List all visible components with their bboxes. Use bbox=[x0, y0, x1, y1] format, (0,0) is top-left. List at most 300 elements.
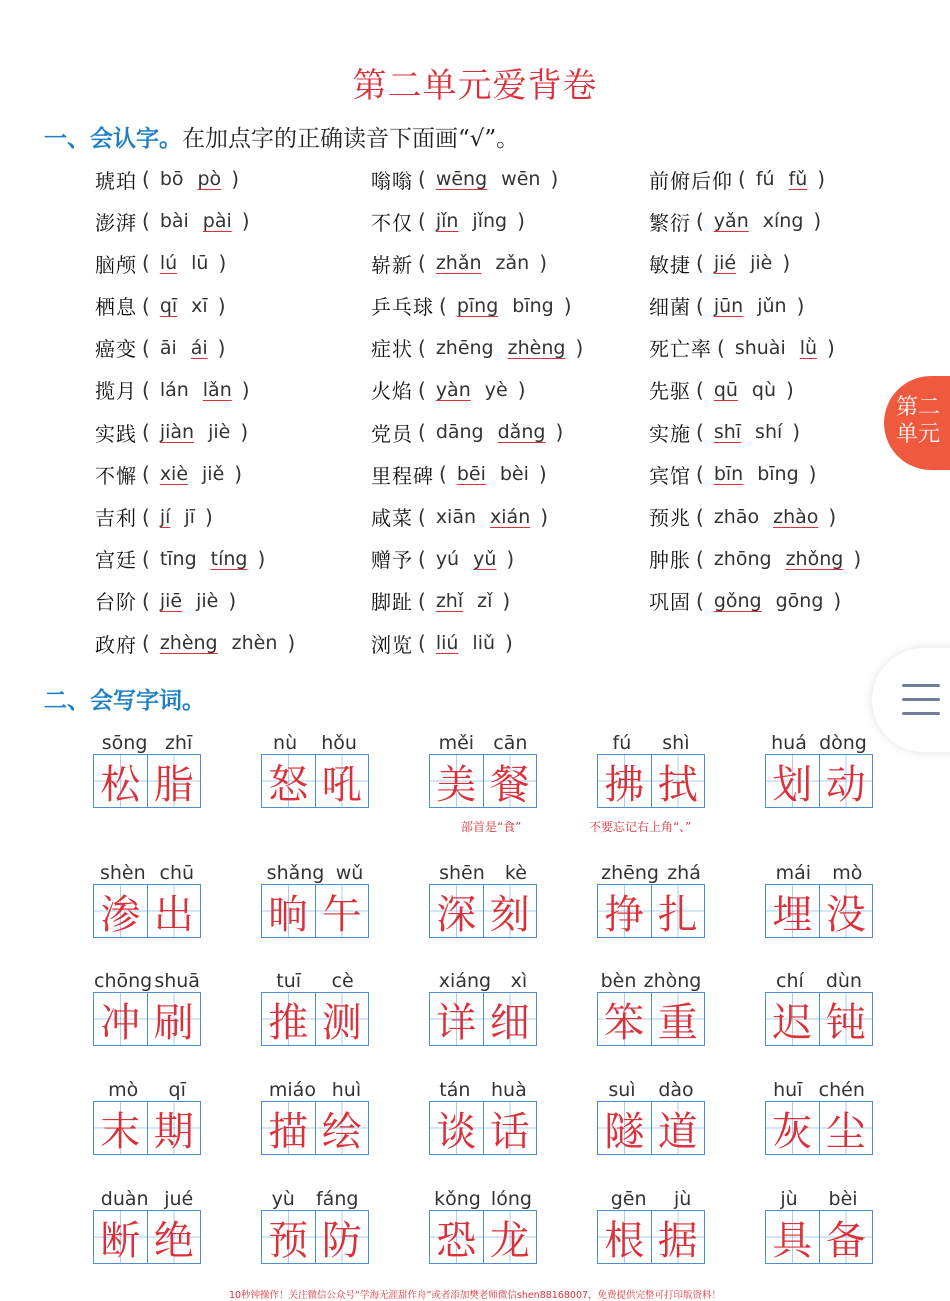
paren-close: ) bbox=[563, 293, 572, 318]
tian-grid-box[interactable] bbox=[597, 992, 705, 1046]
pinyin-option[interactable]: bīng bbox=[512, 294, 554, 317]
pinyin-item bbox=[371, 538, 649, 580]
word-card bbox=[597, 1069, 705, 1155]
pinyin-item bbox=[95, 285, 371, 327]
paren-open: ( bbox=[738, 167, 746, 191]
word-pinyin bbox=[93, 722, 201, 754]
pinyin-option-correct[interactable]: jiē bbox=[159, 589, 183, 612]
paren-close: ) bbox=[550, 167, 559, 191]
tian-grid-char: 细 bbox=[483, 993, 537, 1045]
tian-grid-box[interactable] bbox=[93, 1210, 201, 1264]
tian-grid-box[interactable] bbox=[93, 992, 201, 1046]
pinyin-item bbox=[95, 538, 371, 580]
word-pinyin bbox=[261, 1069, 369, 1101]
tian-grid-box[interactable] bbox=[429, 884, 537, 938]
quiz-word: 前俯后仰 bbox=[649, 168, 733, 193]
pinyin-option-correct[interactable]: yǎn bbox=[713, 210, 749, 233]
word-pinyin bbox=[429, 722, 537, 754]
paren-open: ( bbox=[418, 167, 426, 191]
quiz-word: 崭新 bbox=[371, 252, 413, 277]
pinyin-syllable: bèi bbox=[828, 1188, 858, 1210]
section-2-heading: 二、会写字词。 bbox=[44, 688, 205, 714]
pinyin-syllable: lóng bbox=[490, 1188, 532, 1210]
pinyin-syllable: zhī bbox=[164, 732, 193, 754]
paren-close: ) bbox=[257, 546, 266, 571]
tian-grid-char: 午 bbox=[315, 885, 369, 937]
word-card bbox=[93, 852, 201, 938]
word-card bbox=[597, 852, 705, 938]
paren-open: ( bbox=[439, 462, 447, 487]
paren-open: ( bbox=[418, 588, 426, 613]
pinyin-option-correct[interactable]: bēi bbox=[456, 463, 486, 486]
quiz-word: 栖息 bbox=[95, 295, 137, 320]
tian-grid-box[interactable] bbox=[261, 754, 369, 808]
pinyin-option-correct[interactable]: gǒng bbox=[713, 589, 762, 612]
tian-grid-char: 动 bbox=[819, 755, 873, 807]
paren-close: ) bbox=[231, 167, 239, 191]
tian-grid-char: 重 bbox=[651, 993, 705, 1045]
word-card bbox=[93, 722, 201, 808]
pinyin-option-correct[interactable]: pīng bbox=[456, 294, 499, 317]
pinyin-item bbox=[371, 496, 649, 538]
pinyin-option[interactable]: bài bbox=[159, 210, 189, 233]
quiz-word: 党员 bbox=[371, 421, 413, 446]
tian-grid-box[interactable] bbox=[429, 992, 537, 1046]
pinyin-option-correct[interactable]: tíng bbox=[210, 547, 248, 570]
paren-close: ) bbox=[786, 377, 794, 402]
pinyin-option[interactable]: wēn bbox=[501, 168, 541, 190]
pinyin-option-correct[interactable]: zhǒng bbox=[785, 547, 844, 570]
quiz-word: 乒乓球 bbox=[371, 295, 434, 320]
quiz-word: 澎湃 bbox=[95, 210, 137, 235]
tian-grid-box[interactable] bbox=[597, 1101, 705, 1155]
pinyin-option-correct[interactable]: lú bbox=[159, 252, 178, 275]
pinyin-option[interactable]: shí bbox=[755, 421, 783, 444]
tian-grid-char: 松 bbox=[94, 755, 147, 807]
pinyin-syllable: kǒng bbox=[434, 1188, 481, 1210]
paren-close: ) bbox=[241, 377, 250, 402]
pinyin-option-correct[interactable]: bīn bbox=[713, 463, 744, 486]
pinyin-option-correct[interactable]: zhèng bbox=[159, 632, 218, 655]
tian-grid-char: 美 bbox=[430, 755, 483, 807]
pinyin-option[interactable]: jǔn bbox=[757, 294, 787, 317]
pinyin-syllable: zhòng bbox=[643, 970, 702, 992]
tian-grid-char: 晌 bbox=[262, 885, 315, 937]
word-card bbox=[261, 1178, 369, 1264]
quiz-word: 脚趾 bbox=[371, 590, 413, 615]
pinyin-option-correct[interactable]: wēng bbox=[435, 168, 488, 190]
word-pinyin bbox=[765, 1178, 873, 1210]
pinyin-option[interactable]: gōng bbox=[775, 589, 824, 612]
paren-open: ( bbox=[418, 631, 426, 656]
pinyin-syllable: huī bbox=[773, 1079, 803, 1101]
word-pinyin bbox=[765, 1069, 873, 1101]
word-card bbox=[765, 722, 873, 808]
pinyin-item bbox=[649, 285, 875, 327]
tian-grid-box[interactable] bbox=[597, 754, 705, 808]
pinyin-syllable: zhēng bbox=[601, 862, 659, 884]
tian-grid-box[interactable] bbox=[93, 754, 201, 808]
side-tab-label: 第二 bbox=[896, 395, 941, 420]
pinyin-item bbox=[95, 411, 371, 453]
word-pinyin bbox=[597, 852, 705, 884]
pinyin-option-correct[interactable]: qī bbox=[159, 294, 178, 317]
paren-open: ( bbox=[418, 335, 426, 360]
quiz-word: 脑颅 bbox=[95, 252, 137, 277]
hamburger-menu-icon-line bbox=[902, 698, 940, 701]
paren-open: ( bbox=[418, 504, 426, 529]
pinyin-option-correct[interactable]: zhǎn bbox=[435, 252, 482, 275]
pinyin-option[interactable]: qù bbox=[751, 378, 777, 401]
pinyin-option[interactable]: shuài bbox=[734, 336, 786, 359]
word-row bbox=[93, 722, 873, 834]
paren-open: ( bbox=[696, 251, 704, 276]
pinyin-option[interactable]: yú bbox=[435, 547, 460, 570]
menu-button[interactable] bbox=[872, 648, 950, 752]
pinyin-option[interactable]: zhōng bbox=[713, 547, 772, 570]
pinyin-option[interactable]: tīng bbox=[159, 547, 197, 570]
tian-grid-char: 防 bbox=[315, 1211, 369, 1263]
tian-grid-box[interactable] bbox=[765, 884, 873, 938]
paren-close: ) bbox=[539, 251, 547, 276]
pinyin-option-correct[interactable]: pài bbox=[202, 210, 232, 233]
paren-open: ( bbox=[142, 209, 150, 234]
pinyin-option[interactable]: jī bbox=[184, 505, 195, 528]
paren-open: ( bbox=[717, 335, 725, 360]
pinyin-option[interactable]: jiě bbox=[202, 463, 225, 486]
word-pinyin bbox=[261, 722, 369, 754]
paren-open: ( bbox=[142, 546, 150, 571]
pinyin-option[interactable]: bō bbox=[159, 168, 184, 190]
tian-grid-char: 出 bbox=[147, 885, 201, 937]
quiz-word: 先驱 bbox=[649, 379, 691, 404]
quiz-word: 吉利 bbox=[95, 506, 137, 530]
tian-grid-char: 刷 bbox=[147, 993, 201, 1045]
pinyin-item bbox=[95, 242, 371, 284]
tian-grid-char: 冲 bbox=[94, 993, 147, 1045]
tian-grid-box[interactable] bbox=[429, 1210, 537, 1264]
pinyin-option[interactable]: lū bbox=[191, 252, 209, 275]
pinyin-item bbox=[95, 200, 371, 242]
hamburger-menu-icon-line bbox=[902, 712, 940, 715]
word-card bbox=[429, 960, 537, 1046]
tian-grid-char: 详 bbox=[430, 993, 483, 1045]
paren-open: ( bbox=[142, 462, 150, 487]
pinyin-option-correct[interactable]: jiàn bbox=[159, 421, 195, 444]
pinyin-option[interactable]: zhāo bbox=[713, 505, 760, 528]
word-row bbox=[93, 1069, 873, 1155]
word-pinyin bbox=[261, 1178, 369, 1210]
footer-note: 10秒钟操作！关注微信公众号“学海无涯甜作舟”或者添加樊老师微信shen88168007，免费提供完整可打印版资料！ bbox=[228, 1290, 722, 1301]
word-pinyin bbox=[597, 722, 705, 754]
pinyin-syllable: tuī bbox=[276, 970, 302, 992]
tian-grid-char: 据 bbox=[651, 1211, 705, 1263]
word-pinyin bbox=[429, 960, 537, 992]
word-card bbox=[429, 722, 537, 834]
pinyin-syllable: huì bbox=[331, 1079, 362, 1101]
tian-grid-box[interactable] bbox=[261, 1210, 369, 1264]
pinyin-option[interactable]: zhèn bbox=[231, 632, 278, 655]
tian-grid-char: 刻 bbox=[483, 885, 537, 937]
pinyin-syllable: sōng bbox=[101, 732, 148, 754]
pinyin-syllable: jù bbox=[673, 1188, 692, 1210]
pinyin-syllable: kè bbox=[504, 862, 527, 884]
pinyin-option[interactable]: fú bbox=[755, 168, 775, 190]
pinyin-syllable: cān bbox=[493, 732, 528, 754]
tian-grid-box[interactable] bbox=[765, 1210, 873, 1264]
quiz-word: 揽月 bbox=[95, 379, 137, 404]
pinyin-item bbox=[371, 622, 649, 664]
paren-open: ( bbox=[696, 293, 704, 318]
paren-close: ) bbox=[792, 420, 801, 445]
pinyin-option[interactable]: xiān bbox=[435, 505, 477, 528]
pinyin-item bbox=[371, 242, 649, 284]
word-card bbox=[597, 1178, 705, 1264]
tian-grid-char: 断 bbox=[94, 1211, 147, 1263]
pinyin-syllable: xì bbox=[510, 970, 528, 992]
pinyin-option[interactable]: jiè bbox=[196, 589, 219, 612]
pinyin-option-correct[interactable]: lǜ bbox=[799, 336, 818, 359]
paren-close: ) bbox=[287, 631, 296, 656]
pinyin-option[interactable]: āi bbox=[159, 336, 177, 359]
pinyin-option[interactable]: xī bbox=[191, 294, 208, 317]
tian-grid-box[interactable] bbox=[765, 992, 873, 1046]
tian-grid-box[interactable] bbox=[93, 1101, 201, 1155]
tian-grid-char: 埋 bbox=[766, 885, 819, 937]
pinyin-item bbox=[371, 327, 649, 369]
pinyin-item bbox=[95, 622, 371, 664]
tian-grid-char: 绝 bbox=[147, 1211, 201, 1263]
word-row bbox=[93, 960, 873, 1046]
pinyin-syllable: chén bbox=[818, 1079, 865, 1101]
pinyin-option-correct[interactable]: liú bbox=[435, 632, 459, 655]
paren-open: ( bbox=[696, 462, 704, 487]
word-pinyin bbox=[429, 1178, 537, 1210]
pinyin-quiz-grid bbox=[95, 158, 875, 664]
quiz-word: 火焰 bbox=[371, 379, 413, 404]
word-card bbox=[597, 960, 705, 1046]
pinyin-option[interactable]: xíng bbox=[762, 210, 804, 233]
pinyin-option[interactable]: zǐ bbox=[477, 589, 493, 612]
word-card bbox=[429, 1178, 537, 1264]
quiz-word: 巩固 bbox=[649, 590, 691, 615]
pinyin-syllable: huà bbox=[490, 1079, 527, 1101]
word-card bbox=[261, 1069, 369, 1155]
pinyin-syllable: fáng bbox=[315, 1188, 359, 1210]
pinyin-item bbox=[649, 580, 875, 622]
pinyin-syllable: chū bbox=[159, 862, 195, 884]
paren-open: ( bbox=[696, 420, 704, 445]
tian-grid-char: 预 bbox=[262, 1211, 315, 1263]
pinyin-option[interactable]: lán bbox=[159, 378, 189, 401]
paren-open: ( bbox=[696, 377, 704, 402]
pinyin-option[interactable]: zhēng bbox=[435, 336, 494, 359]
tian-grid-char: 拂 bbox=[598, 755, 651, 807]
word-pinyin bbox=[765, 960, 873, 992]
pinyin-option-correct[interactable]: lǎn bbox=[202, 378, 232, 401]
pinyin-item bbox=[371, 411, 649, 453]
pinyin-option-correct[interactable]: ái bbox=[190, 336, 208, 359]
quiz-word: 细菌 bbox=[649, 295, 691, 320]
pinyin-option[interactable]: liǔ bbox=[472, 632, 496, 655]
tian-grid-box[interactable] bbox=[429, 1101, 537, 1155]
pinyin-item bbox=[95, 496, 371, 538]
pinyin-syllable: hǒu bbox=[321, 732, 357, 754]
pinyin-option-correct[interactable]: yǔ bbox=[473, 547, 497, 570]
pinyin-option-correct[interactable]: qū bbox=[713, 378, 738, 401]
tian-grid-char: 餐 bbox=[483, 755, 537, 807]
paren-close: ) bbox=[796, 293, 805, 318]
quiz-word: 不懈 bbox=[95, 463, 137, 488]
paren-close: ) bbox=[517, 377, 526, 402]
pinyin-option-correct[interactable]: zhèng bbox=[507, 336, 566, 359]
paren-close: ) bbox=[575, 335, 584, 360]
quiz-word: 敏捷 bbox=[649, 252, 691, 277]
paren-open: ( bbox=[418, 209, 426, 234]
pinyin-syllable: mò bbox=[832, 862, 863, 884]
paren-close: ) bbox=[218, 251, 227, 276]
word-card bbox=[429, 1069, 537, 1155]
paren-close: ) bbox=[828, 504, 837, 529]
pinyin-option-correct[interactable]: jié bbox=[713, 252, 737, 275]
pinyin-option[interactable]: bīng bbox=[757, 463, 799, 486]
pinyin-syllable: dùn bbox=[825, 970, 862, 992]
word-pinyin bbox=[765, 852, 873, 884]
word-card bbox=[261, 852, 369, 938]
tian-grid-char: 脂 bbox=[147, 755, 201, 807]
pinyin-option[interactable]: jiè bbox=[750, 252, 773, 275]
tian-grid-box[interactable] bbox=[261, 992, 369, 1046]
tian-grid-box[interactable] bbox=[93, 884, 201, 938]
quiz-word: 不仅 bbox=[371, 210, 413, 235]
paren-close: ) bbox=[833, 588, 842, 613]
pinyin-syllable: dào bbox=[658, 1079, 694, 1101]
pinyin-syllable: xiáng bbox=[438, 970, 492, 992]
paren-close: ) bbox=[827, 335, 835, 360]
paren-open: ( bbox=[142, 504, 150, 529]
pinyin-syllable: měi bbox=[438, 732, 475, 754]
pinyin-item bbox=[649, 411, 875, 453]
word-pinyin bbox=[93, 960, 201, 992]
pinyin-option[interactable]: jǐng bbox=[472, 210, 508, 233]
word-pinyin bbox=[429, 852, 537, 884]
paren-close: ) bbox=[782, 251, 791, 276]
quiz-word: 里程碑 bbox=[371, 463, 434, 488]
quiz-word: 实施 bbox=[649, 421, 691, 446]
paren-close: ) bbox=[234, 462, 243, 487]
pinyin-option-correct[interactable]: xiè bbox=[159, 463, 189, 486]
tian-grid-box[interactable] bbox=[429, 754, 537, 808]
pinyin-option[interactable]: jiè bbox=[208, 421, 231, 444]
paren-open: ( bbox=[142, 251, 150, 276]
hamburger-menu-icon bbox=[902, 684, 940, 687]
paren-open: ( bbox=[696, 504, 704, 529]
tian-grid-char: 挣 bbox=[598, 885, 651, 937]
word-card bbox=[589, 722, 705, 834]
quiz-word: 宾馆 bbox=[649, 463, 691, 488]
pinyin-option[interactable]: yè bbox=[484, 378, 508, 401]
pinyin-syllable: cè bbox=[331, 970, 354, 992]
pinyin-option[interactable]: bèi bbox=[499, 463, 529, 486]
word-pinyin bbox=[765, 722, 873, 754]
word-pinyin bbox=[597, 1178, 705, 1210]
tian-grid-char: 推 bbox=[262, 993, 315, 1045]
tian-grid-box[interactable] bbox=[765, 754, 873, 808]
word-card bbox=[261, 722, 369, 808]
word-row bbox=[93, 1178, 873, 1264]
pinyin-option-correct[interactable]: jūn bbox=[713, 294, 744, 317]
pinyin-item bbox=[371, 580, 649, 622]
tian-grid-char: 备 bbox=[819, 1211, 873, 1263]
pinyin-syllable: mái bbox=[775, 862, 812, 884]
pinyin-syllable: tán bbox=[439, 1079, 471, 1101]
word-pinyin bbox=[597, 960, 705, 992]
pinyin-item bbox=[649, 369, 875, 411]
tian-grid-box[interactable] bbox=[261, 884, 369, 938]
unit-side-tab[interactable] bbox=[884, 376, 950, 470]
pinyin-item bbox=[649, 496, 875, 538]
tian-grid-char: 怒 bbox=[262, 755, 315, 807]
pinyin-option[interactable]: dāng bbox=[435, 421, 484, 444]
paren-close: ) bbox=[540, 504, 549, 529]
tian-grid-box[interactable] bbox=[261, 1101, 369, 1155]
paren-open: ( bbox=[142, 335, 150, 360]
quiz-word: 预兆 bbox=[649, 506, 691, 530]
pinyin-option-correct[interactable]: fǔ bbox=[788, 168, 808, 190]
pinyin-option-correct[interactable]: pò bbox=[197, 168, 222, 190]
paren-close: ) bbox=[817, 167, 826, 191]
pinyin-option-correct[interactable]: shī bbox=[713, 421, 742, 444]
quiz-word: 浏览 bbox=[371, 632, 413, 657]
tian-grid-char: 拭 bbox=[651, 755, 705, 807]
paren-open: ( bbox=[142, 293, 150, 318]
quiz-word: 实践 bbox=[95, 421, 137, 446]
word-pinyin bbox=[93, 1178, 201, 1210]
paren-close: ) bbox=[217, 293, 226, 318]
pinyin-item bbox=[371, 200, 649, 242]
paren-open: ( bbox=[696, 546, 704, 571]
tian-grid-box[interactable] bbox=[597, 1210, 705, 1264]
tian-grid-box[interactable] bbox=[765, 1101, 873, 1155]
pinyin-item bbox=[649, 200, 875, 242]
pinyin-option-correct[interactable]: yàn bbox=[435, 378, 471, 401]
pinyin-item bbox=[649, 327, 875, 369]
quiz-word: 琥珀 bbox=[95, 168, 137, 193]
tian-grid-box[interactable] bbox=[597, 884, 705, 938]
pinyin-option-correct[interactable]: xián bbox=[490, 505, 531, 528]
side-tab-label: 单元 bbox=[896, 422, 941, 447]
paren-open: ( bbox=[142, 631, 150, 656]
pinyin-option-correct[interactable]: jǐn bbox=[435, 210, 459, 233]
pinyin-syllable: suì bbox=[608, 1079, 636, 1101]
tian-grid-char: 期 bbox=[147, 1102, 201, 1154]
pinyin-option-correct[interactable]: jí bbox=[159, 505, 171, 528]
quiz-word: 症状 bbox=[371, 337, 413, 362]
tian-grid-char: 根 bbox=[598, 1211, 651, 1263]
pinyin-option-correct[interactable]: zhǐ bbox=[435, 589, 464, 612]
pinyin-option[interactable]: zǎn bbox=[495, 252, 530, 275]
paren-close: ) bbox=[808, 462, 817, 487]
quiz-word: 台阶 bbox=[95, 590, 137, 615]
paren-close: ) bbox=[853, 546, 862, 571]
word-pinyin bbox=[93, 1069, 201, 1101]
paren-close: ) bbox=[241, 209, 250, 234]
pinyin-option-correct[interactable]: dǎng bbox=[497, 421, 546, 444]
tian-grid-char: 末 bbox=[94, 1102, 147, 1154]
pinyin-syllable: shì bbox=[662, 732, 690, 754]
pinyin-option-correct[interactable]: zhào bbox=[773, 505, 819, 528]
tian-grid-char: 谈 bbox=[430, 1102, 483, 1154]
